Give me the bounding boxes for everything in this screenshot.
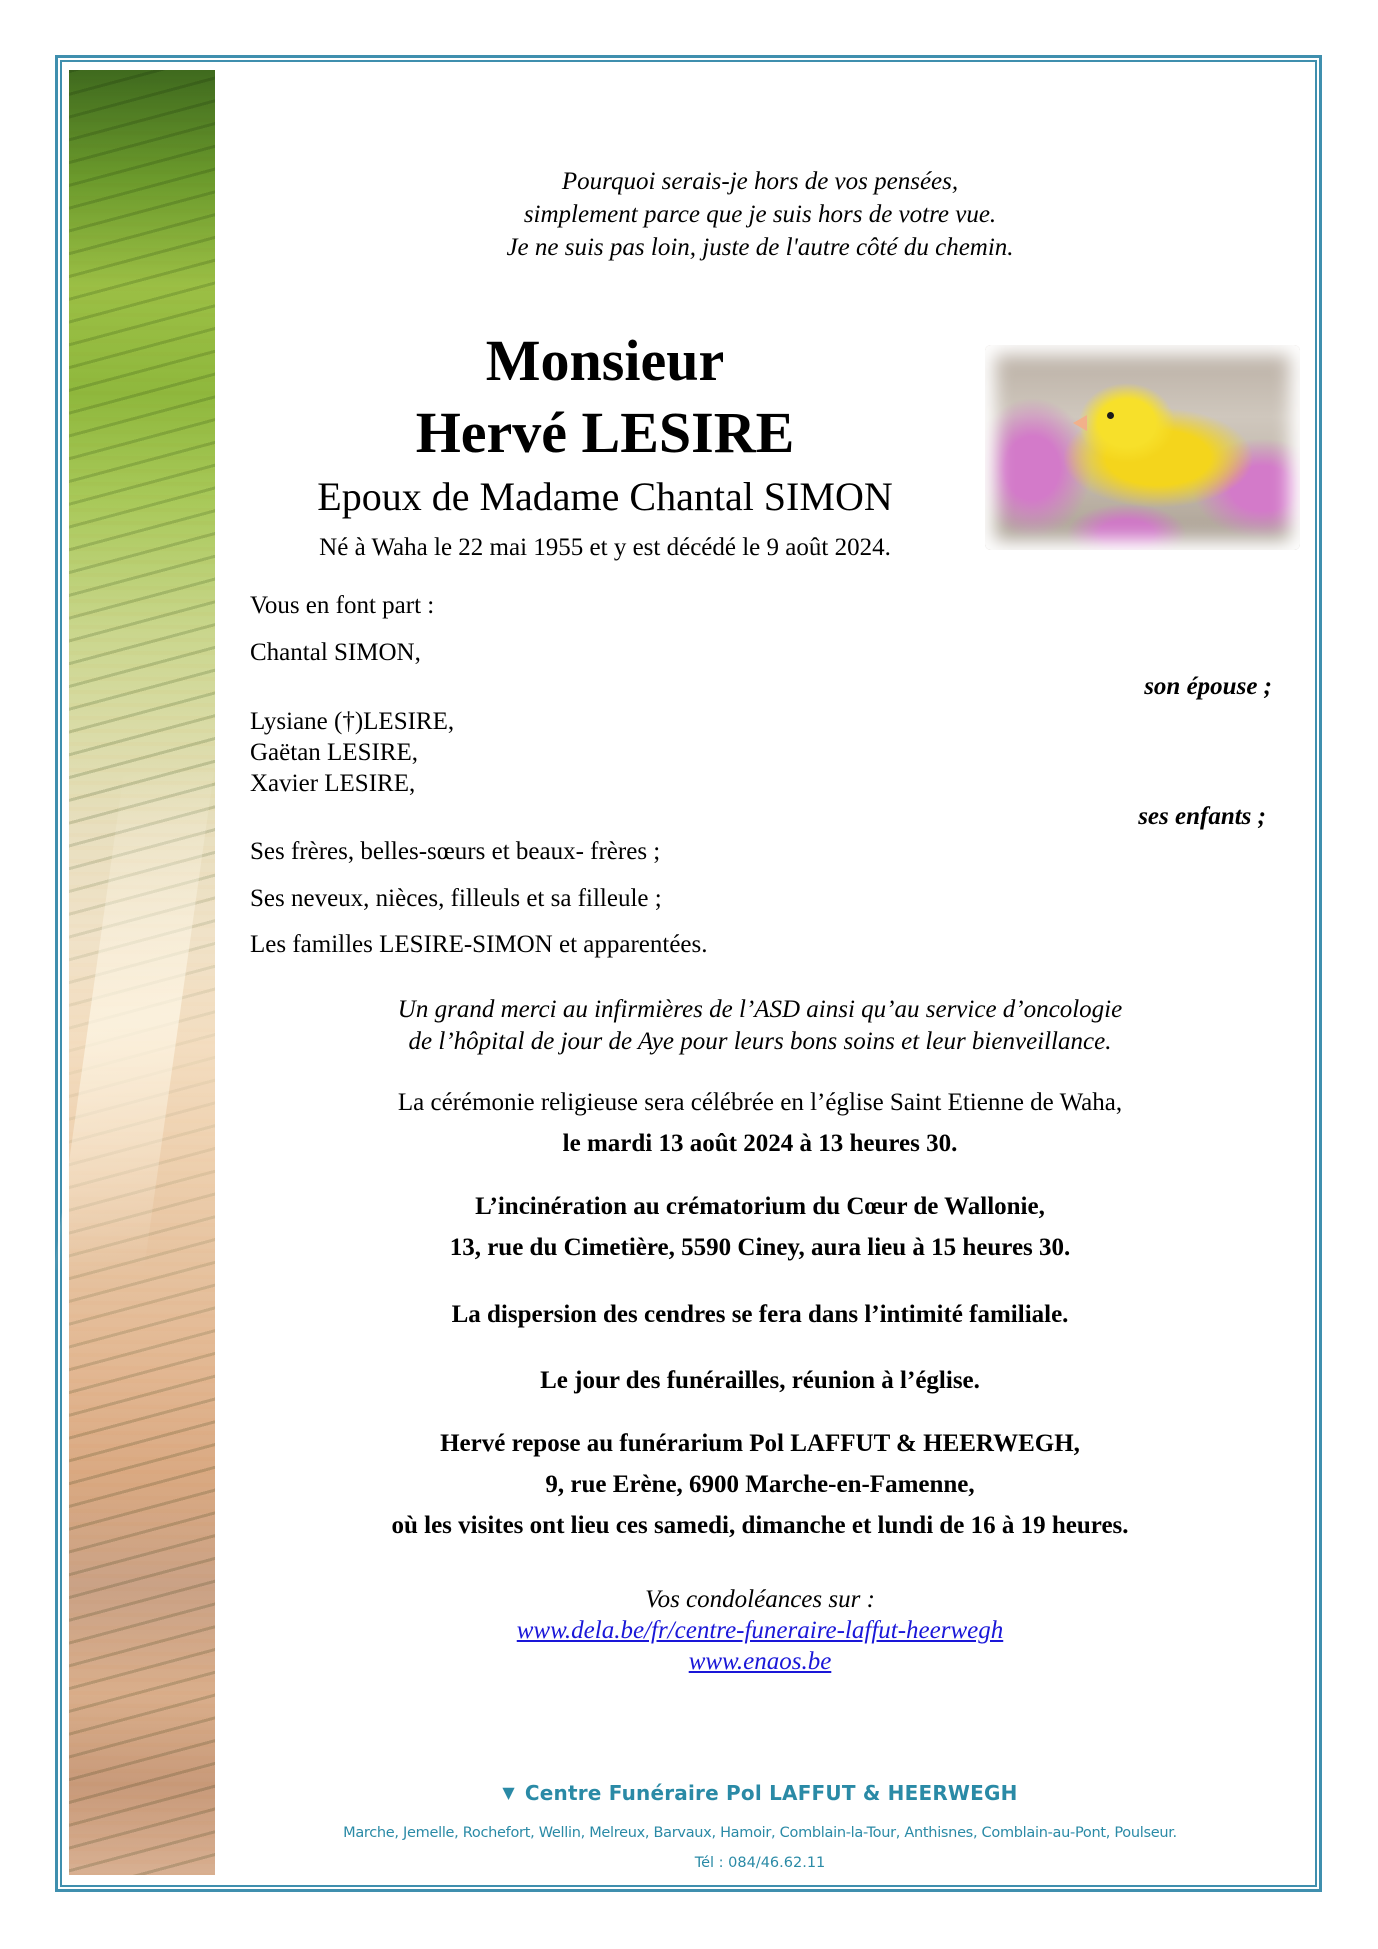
thanks-line: Un grand merci au infirmières de l’ASD ainsi qu’au service d’oncologie: [397, 996, 1123, 1023]
meeting-info: Le jour des funérailles, réunion à l’église.: [540, 1367, 980, 1394]
funerarium-address: 9, rue Erène, 6900 Marche-en-Famenne,: [545, 1471, 975, 1498]
deceased-name: Hervé LESIRE: [415, 400, 795, 465]
ceremony-location: La cérémonie religieuse sera célébrée en l’église Saint Etienne de Waha,: [397, 1089, 1123, 1116]
child-name: Gaëtan LESIRE,: [250, 739, 419, 766]
triangle-down-icon: ▼: [502, 1783, 515, 1802]
visiting-hours: où les visites ont lieu ces samedi, dimanche et lundi de 16 à 19 heures.: [391, 1512, 1129, 1539]
funeral-home-phone: Tél : 084/46.62.11: [694, 1855, 826, 1871]
family-line: Ses neveux, nièces, filleuls et sa filleule ;: [250, 885, 662, 912]
bird-eye: [1107, 412, 1114, 419]
poem: [260, 165, 1260, 264]
funerarium-info: [260, 1428, 1260, 1542]
deceased-header: [230, 325, 980, 569]
funeral-home-name: [260, 1778, 1260, 1808]
funeral-home-locations: Marche, Jemelle, Rochefort, Wellin, Melreux, Barvaux, Hamoir, Comblain-la-Tour, Anthisnes, Comblain-au-Pont, Poulseur.: [343, 1825, 1177, 1841]
poem-line: simplement parce que je suis hors de votre vue.: [523, 201, 997, 228]
cremation-place: L’incinération au crématorium du Cœur de Wallonie,: [475, 1193, 1045, 1220]
canary-photo: [985, 345, 1300, 550]
birth-death-dates: Né à Waha le 22 mai 1955 et y est décédé le 9 août 2024.: [319, 534, 891, 561]
cremation-info: [260, 1191, 1260, 1264]
funerarium-name: Hervé repose au funérarium Pol LAFFUT & HEERWEGH,: [440, 1430, 1080, 1457]
ceremony-info: [260, 1087, 1260, 1160]
condolences-link-dela[interactable]: www.dela.be/fr/centre-funeraire-laffut-heerwegh: [516, 1617, 1004, 1644]
poem-line: Je ne suis pas loin, juste de l'autre côté du chemin.: [506, 234, 1014, 261]
announcement-intro: Vous en font part :: [250, 592, 435, 619]
family-line: Les familles LESIRE-SIMON et apparentées.: [250, 931, 708, 958]
bird-beak: [1073, 415, 1087, 431]
condolences-label: Vos condoléances sur :: [645, 1586, 875, 1613]
spouse-line: Epoux de Madame Chantal SIMON: [317, 474, 893, 519]
spouse-role: son épouse ;: [1144, 673, 1272, 700]
family-line: Ses frères, belles-sœurs et beaux- frères ;: [250, 838, 661, 865]
ceremony-datetime: le mardi 13 août 2024 à 13 heures 30.: [562, 1130, 958, 1157]
spouse-name: Chantal SIMON,: [250, 639, 421, 666]
honorific: Monsieur: [485, 328, 725, 393]
thanks-line: de l’hôpital de jour de Aye pour leurs bons soins et leur bienveillance.: [408, 1028, 1112, 1055]
child-name: Lysiane (†)LESIRE,: [250, 708, 455, 735]
child-name: Xavier LESIRE,: [250, 770, 416, 797]
condolences-link-enaos[interactable]: www.enaos.be: [688, 1648, 832, 1675]
cremation-address-time: 13, rue du Cimetière, 5590 Ciney, aura lieu à 15 heures 30.: [449, 1234, 1071, 1261]
funeral-home-label: Centre Funéraire Pol LAFFUT & HEERWEGH: [524, 1781, 1018, 1805]
thanks-message: [260, 994, 1260, 1058]
poem-line: Pourquoi serais-je hors de vos pensées,: [561, 168, 959, 195]
condolences: [260, 1584, 1260, 1677]
children-role: ses enfants ;: [1138, 803, 1266, 830]
forest-path-image: [69, 70, 215, 1875]
ashes-dispersion: La dispersion des cendres se fera dans l’intimité familiale.: [451, 1301, 1069, 1328]
